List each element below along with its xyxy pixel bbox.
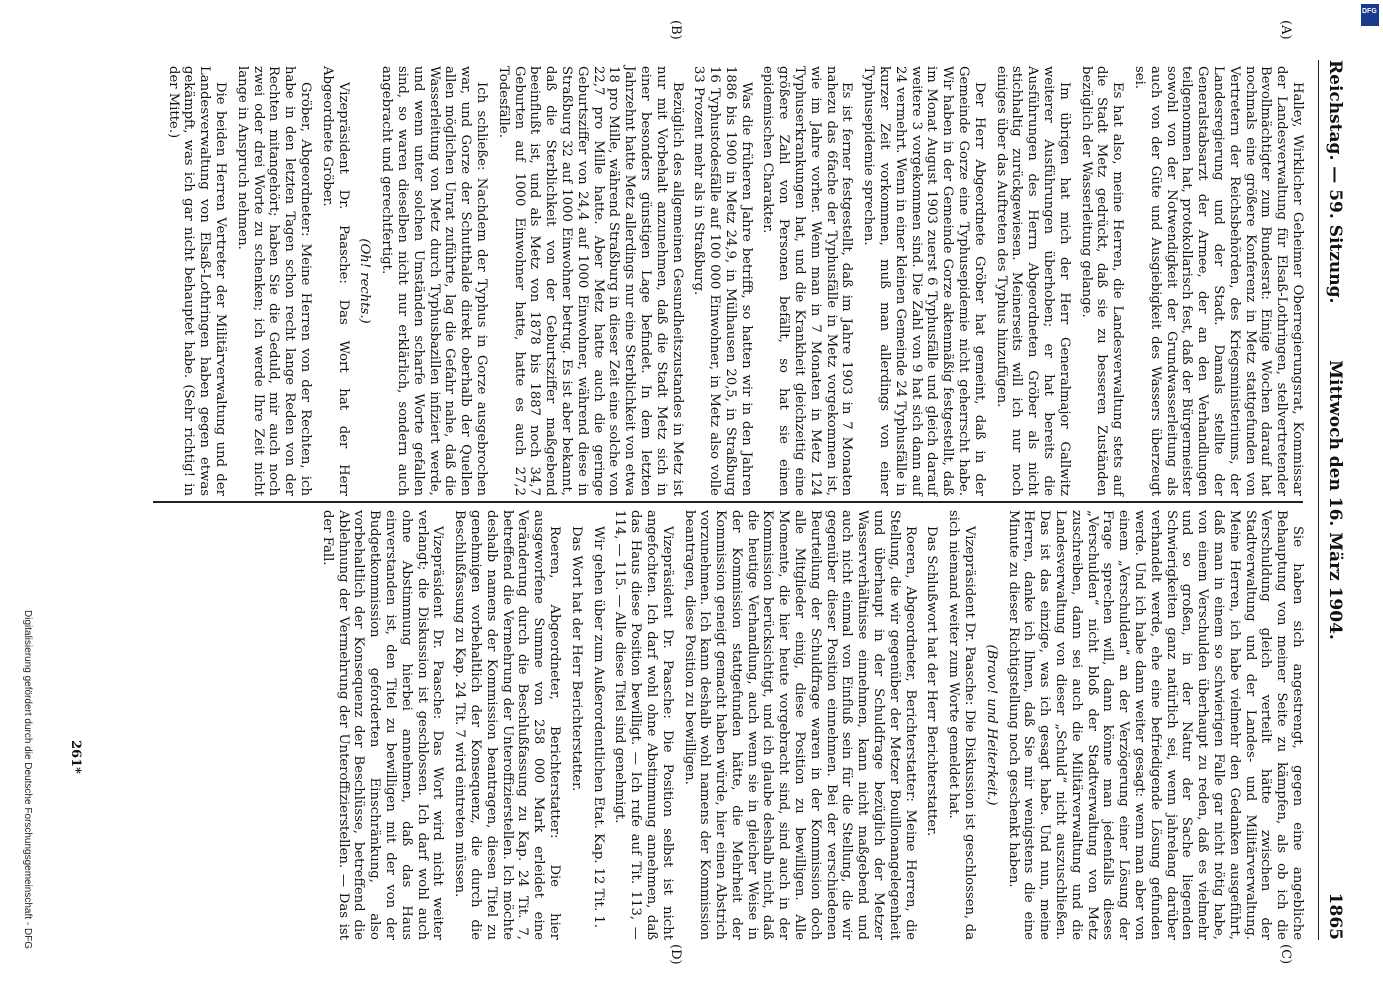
paragraph: Halley, Wirklicher Geheimer Oberregierungsrat, Kommissar der Landesverwaltung für Elsaß-Lothringen, stellvertretender Bevollmächtigter zum Bundesrat: Einige Wochen darauf hat nochmals eine größere Konferenz in Metz stattgefunden von Vertretern der Reichsbehörden, des Kriegsministeriums, der Landesregierung und der Stadt. Damals stellte der Generalstabsarzt der Armee, der an den Verhandlungen teilgenommen hat, protokollarisch fest, daß der Bürgermeister sowohl von der Notwendigkeit der Grundwasserleitung als auch von der Güte und Ausgiebigkeit des Wassers überzeugt sei. [1132, 66, 1305, 496]
page-reference: 261* [68, 740, 83, 774]
margin-marker-c: (C) [1278, 944, 1293, 965]
paragraph: Wir gehen über zum Außerordentlichen Etat. Kap. 12 Tit. 1. [590, 526, 606, 928]
header-page-number: 1865 [1325, 892, 1345, 940]
paragraph: Das Wort hat der Herr Berichterstatter. [568, 526, 584, 792]
dfg-logo [1361, 4, 1379, 26]
header-session: Reichstag. — 59. Sitzung. [1325, 60, 1345, 304]
header-rule [1318, 60, 1319, 940]
paragraph: Vizepräsident Dr. Paasche: Die Diskussion ist geschlossen, da sich niemand weiter zum Worte gemeldet hat. [946, 510, 978, 940]
paragraph: Bezüglich des allgemeinen Gesundheitszustandes in Metz ist nur mit Vorbehalt anzunehmen, daß die Stadt Metz sich in einer besonders günstigen Lage befindet. In dem letzten Jahrzehnt hatte Metz allerdings nur eine Sterblichkeit von etwa 18 pro Mille, während Straßburg in dieser Zeit eine solche von 22,7 pro Mille hatte. Aber Metz hatte auch die geringe Geburtsziffer von 24,4 auf 1000 Einwohner, während diese in Straßburg 32 auf 1000 Einwohner betrug. Es ist aber bekannt, daß die Sterblichkeit von der Geburtsziffer maßgebend beeinflußt ist, und als Metz von 1878 bis 1887 noch 34,7 Geburten auf 1000 Einwohner hatte, hatte es auch 27,2 Todesfälle. [495, 66, 685, 496]
interjection: (Bravo! und Heiterkeit.) [983, 644, 999, 806]
dfg-logo-text: DFG [1362, 8, 1377, 15]
header-date: Mittwoch den 16. März 1904. [1325, 360, 1345, 640]
paragraph: Gröber, Abgeordneter: Meine Herren von der Rechten, ich habe in den letzten Tagen schon recht lange Reden von der Rechten mitangehört; haben Sie die Geduld, mir auch noch zwei oder drei Worte zu schenken; ich werde Ihre Zeit nicht lange in Anspruch nehmen. [234, 66, 313, 496]
paragraph: Sie haben sich angestrengt, gegen eine angebliche Behauptung von meiner Seite zu kämpfen, als ob ich die Verschuldung gleich verteilt hätte zwischen der Stadtverwaltung und der Landes- und Militärverwaltung. Meine Herren, ich habe vielmehr den Gedanken ausgeführt, daß man in einem so schwierigen Falle gar nicht nötig habe, von einem Verschulden überhaupt zu reden, daß es vielmehr und so großen, in der Natur der Sache liegenden Schwierigkeiten ganz natürlich sei, wenn jahrelang darüber verhandelt werde, ehe eine befriedigende Lösung gefunden werde. Und ich habe dann weiter gesagt: wenn man aber von einem „Verschulden“ an der Verzögerung einer Lösung der Frage sprechen will, dann könne man jedenfalls dieses „Verschulden“ nicht bloß der Stadtverwaltung von Metz zuschreiben, dann sei auch die Militärverwaltung und die Landesverwaltung von dieser „Schuld“ nicht auszuschließen. Das ist das einzige, was ich gesagt habe. Und nun, meine Herren, danke ich Ihnen, daß Sie mir wenigstens die eine Minute zu dieser Richtigstellung noch geschenkt haben. [1005, 510, 1305, 940]
paragraph: Der Herr Abgeordnete Gröber hat gemeint, daß in der Gemeinde Gorze eine Typhusepidemie nicht geherrscht habe. Wir haben in der Gemeinde Gorze aktenmäßig festgestellt, daß im Monat August 1903 zuerst 6 Typhusfälle und gleich darauf weitere 3 vorgekommen sind. Die Zahl von 9 hat sich dann auf 24 vermehrt. Wenn in einer kleinen Gemeinde 24 Typhusfälle in kurzer Zeit vorkommen, muß man allerdings von einer Typhusepidemie sprechen. [861, 66, 987, 496]
page-header [1315, 60, 1345, 940]
paragraph: Es ist ferner festgestellt, daß im Jahre 1903 in 7 Monaten nahezu das 6fache der Typhusfälle in Metz vorgekommen ist, wie im Jahre vorher. Wenn man in 7 Monaten in Metz 124 Typhuserkrankungen hat, und die Krankheit gleichzeitig eine größere Zahl von Personen befällt, so hat sie einen epidemischen Charakter. [760, 66, 855, 496]
paragraph: Vizepräsident Dr. Paasche: Das Wort hat der Herr Abgeordnete Gröber. [319, 66, 351, 496]
margin-marker-a: (A) [1278, 20, 1293, 40]
margin-marker-d: (D) [668, 944, 683, 965]
paragraph: Es hat also, meine Herren, die Landesverwaltung stets auf die Stadt Metz gedrückt, daß sie zu besseren Zuständen bezüglich der Wasserleitung gelange. [1078, 66, 1126, 496]
column-divider [153, 501, 1303, 503]
paragraph: Roeren, Abgeordneter, Berichterstatter: Meine Herren, die Stellung, die wir gegenüber der Metzer Bouillonangelegenheit und überhaupt in der Schuldfrage bezüglich der Metzer Wasserverhältnisse einnehmen, kann nicht maßgebend und auch nicht einmal von Einfluß sein für die Stellung, die wir gegenüber dieser Position einnehmen. Bei der verschiedenen Beurteilung der Schuldfrage waren in der Kommission doch alle Mitglieder einig, diese Position zu bewilligen. Alle Momente, die hier heute vorgebracht sind, sind auch in der Kommission berücksichtigt, und ich glaube deshalb nicht, daß die heutige Verhandlung, auch wenn sie in gleicher Weise in der Kommission stattgefunden hätte, die Mehrheit der Kommission geneigt gemacht haben würde, hier einen Abstrich vorzunehmen. Ich kann deshalb wohl namens der Kommission beantragen, diese Position zu bewilligen. [681, 510, 918, 940]
paragraph: Ich schließe: Nachdem der Typhus in Gorze ausgebrochen war, und Gorze der Schutthalde direkt oberhalb der Quellen allen möglichen Unrat zuführte, lag die Gefahr nahe, daß die Wasserleitung von Metz durch Typhusbazillen infiziert werde, und wenn unter solchen Umständen scharfe Worte gefallen sind, so waren dieselben nicht nur erklärlich, sondern auch angebracht und gerechtfertigt. [379, 66, 489, 496]
paragraph: Das Schlußwort hat der Herr Berichterstatter. [924, 526, 940, 837]
interjection: (Oh! rechts.) [357, 238, 373, 324]
left-column [159, 66, 1305, 496]
paragraph: Roeren, Abgeordneter, Berichterstatter: Die hier ausgeworfene Summe von 258 000 Mark erleidet eine Veränderung durch die Beschlußfassung zu Kap. 24 Tit. 7, betreffend die Vermehrung der Unteroffizierstellen. Ich möchte deshalb namens der Kommission beantragen, diesen Titel zu genehmigen vorbehaltlich der Konsequenz, die durch die Beschlußfassung zu Kap. 24 Tit. 7 wird eintreten müssen. [452, 510, 562, 940]
paragraph: Im übrigen hat mich der Herr Generalmajor Gallwitz weiterer Ausführungen überhoben; er hat bereits die Ausführungen des Herrn Abgeordneten Gröber als nicht stichhaltig zurückgewiesen. Meinerseits will ich nur noch einiges über das Auftreten des Typhus hinzufügen. [993, 66, 1072, 496]
paragraph: Was die früheren Jahre betrifft, so hatten wir in den Jahren 1886 bis 1900 in Metz 24,9, in Mülhausen 20,5, in Straßburg 16 Typhustodesfälle auf 100 000 Einwohner, in Metz also volle 33 Prozent mehr als in Straßburg. [691, 66, 754, 496]
paragraph: Vizepräsident Dr. Paasche: Das Wort wird nicht weiter verlangt; die Diskussion ist geschlossen. Ich darf wohl auch ohne Abstimmung hierbei annehmen, daß das Haus einverstanden ist, den Titel zu bewilligen mit der von der Budgetkommission geforderten Einschränkung, also vorbehaltlich der Konsequenz der Beschlüsse, betreffend die Ablehnung der Vermehrung der Unteroffizierstellen. — Das ist der Fall. [319, 510, 446, 940]
paragraph: Vizepräsident Dr. Paasche: Die Position selbst ist nicht angefochten. Ich darf wohl ohne Abstimmung annehmen, daß das Haus diese Position bewilligt. — Ich rufe auf Tit. 113, — 114, — 115. — Alle diese Titel sind genehmigt. [612, 510, 675, 940]
paragraph: Die beiden Herren Vertreter der Militärverwaltung und der Landesverwaltung von Elsaß-Lothringen haben gegen etwas gekämpft, was ich gar nicht behauptet habe. (Sehr richtig! in der Mitte.) [165, 66, 228, 496]
right-column [313, 510, 1305, 940]
digitization-credit: Digitalisierung gefördert durch die Deutsche Forschungsgemeinschaft - DFG [22, 610, 33, 950]
margin-marker-b: (B) [668, 20, 683, 40]
